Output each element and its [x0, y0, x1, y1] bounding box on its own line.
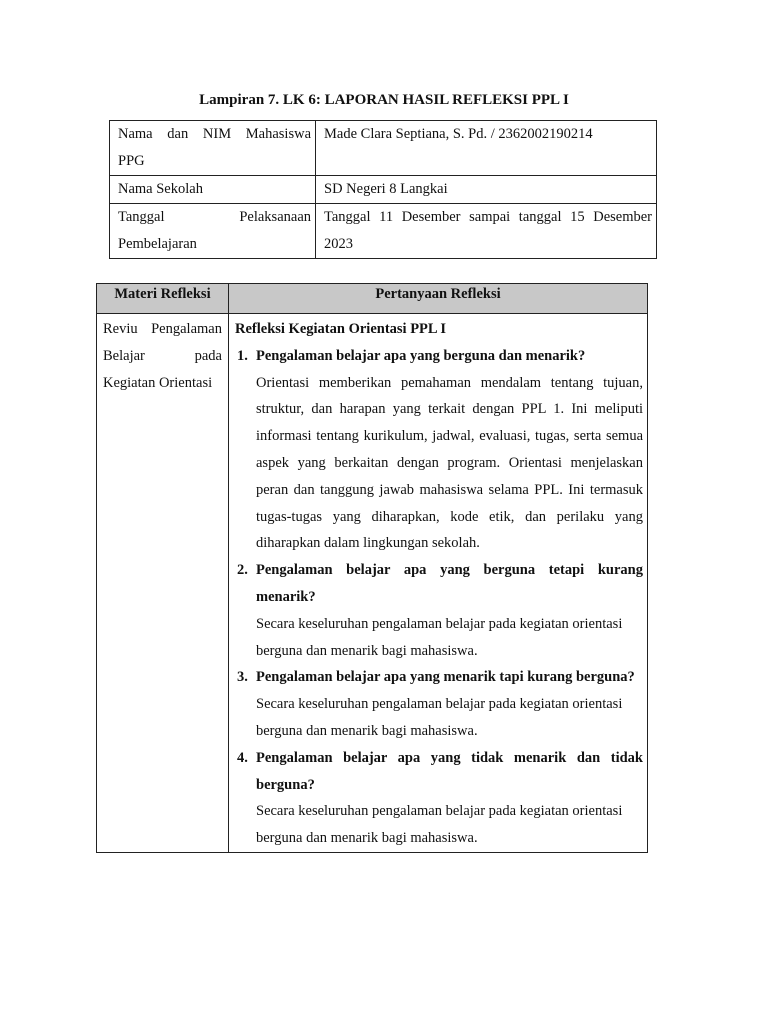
- material-line2: Belajar pada: [103, 348, 222, 364]
- table-header-row: [97, 284, 648, 314]
- school-label: Nama Sekolah: [118, 181, 203, 197]
- document-title: Lampiran 7. LK 6: LAPORAN HASIL REFLEKSI PPL I: [199, 92, 569, 108]
- material-line3: Kegiatan Orientasi: [103, 375, 213, 391]
- date-label-cell: [110, 204, 316, 259]
- section-title: Refleksi Kegiatan Orientasi PPL I: [235, 321, 447, 337]
- question-2: [235, 557, 643, 611]
- name-label-cell: [110, 121, 316, 176]
- date-value-line2: 2023: [324, 236, 354, 252]
- name-value: Made Clara Septiana, S. Pd. / 2362002190214: [324, 126, 593, 142]
- question-number: 3.: [237, 669, 248, 686]
- answer-1: Orientasi memberikan pemahaman mendalam tentang tujuan, struktur, dan harapan yang terkait dengan PPL 1. Ini meliputi informasi tentang kurikulum, jadwal, evaluasi, tugas, serta semua aspek yang berkaitan dengan program. Orientasi menjelaskan peran dan tanggung jawab mahasiswa selama PPL. Ini termasuk tugas-tugas yang diharapkan, kode etik, dan perilaku yang diharapkan dalam lingkungan sekolah.: [256, 374, 643, 552]
- question-number: 4.: [237, 749, 248, 766]
- header-questions: Pertanyaan Refleksi: [229, 284, 648, 314]
- answer-3: Secara keseluruhan pengalaman belajar pada kegiatan orientasi berguna dan menarik bagi mahasiswa.: [256, 696, 623, 739]
- name-label-line1: Nama dan NIM Mahasiswa: [118, 126, 312, 142]
- question-1: [235, 343, 643, 370]
- question-number: 2.: [237, 562, 248, 579]
- question-text: Pengalaman belajar apa yang berguna tetapi kurang menarik?: [256, 562, 643, 605]
- answer-4: Secara keseluruhan pengalaman belajar pada kegiatan orientasi berguna dan menarik bagi mahasiswa.: [256, 803, 623, 847]
- school-value: SD Negeri 8 Langkai: [324, 181, 448, 197]
- question-text: Pengalaman belajar apa yang tidak menarik dan tidak berguna?: [256, 749, 643, 793]
- school-value-cell: [316, 176, 657, 204]
- questions-cell: [229, 314, 648, 853]
- material-line1: Reviu Pengalaman: [103, 321, 222, 337]
- question-3: [235, 664, 643, 691]
- question-4: [235, 745, 643, 799]
- school-label-cell: [110, 176, 316, 204]
- question-text: Pengalaman belajar apa yang menarik tapi kurang berguna?: [256, 669, 635, 686]
- reflection-table: [96, 283, 648, 853]
- date-label-line2: Pembelajaran: [118, 236, 197, 252]
- date-value-line1: Tanggal 11 Desember sampai tanggal 15 Desember: [324, 209, 652, 225]
- date-label-line1: Tanggal Pelaksanaan: [118, 209, 312, 225]
- table-row: [97, 314, 648, 853]
- question-text: Pengalaman belajar apa yang berguna dan menarik?: [256, 347, 586, 364]
- table-row: [110, 204, 657, 259]
- table-row: [110, 176, 657, 204]
- table-row: [110, 121, 657, 176]
- question-number: 1.: [237, 347, 248, 364]
- name-label-line2: PPG: [118, 153, 145, 169]
- date-value-cell: [316, 204, 657, 259]
- material-cell: [97, 314, 229, 853]
- student-info-table: [109, 120, 657, 259]
- answer-2: Secara keseluruhan pengalaman belajar pada kegiatan orientasi berguna dan menarik bagi mahasiswa.: [256, 615, 623, 659]
- header-material: Materi Refleksi: [97, 284, 229, 314]
- name-value-cell: [316, 121, 657, 176]
